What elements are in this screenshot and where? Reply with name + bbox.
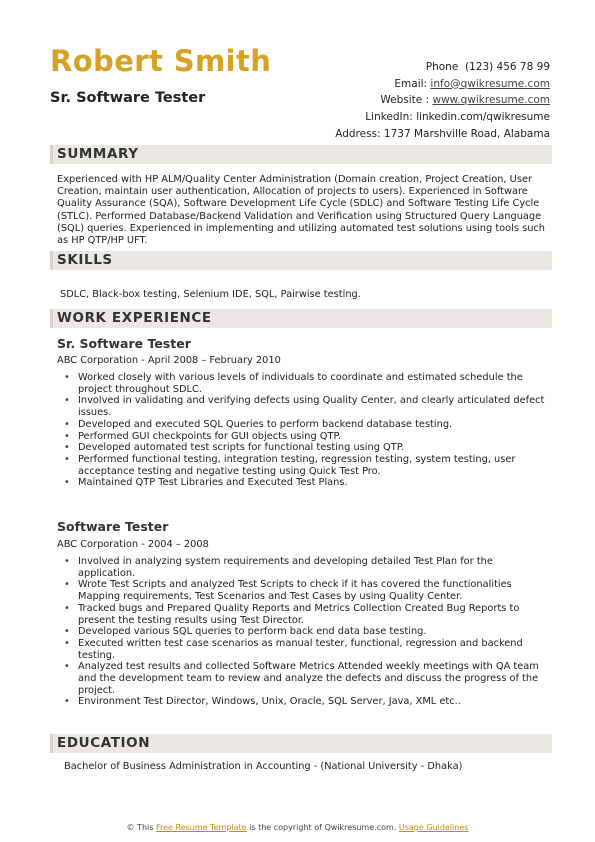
skills-section-header [50,251,552,270]
website-link[interactable]: www.qwikresume.com [432,94,550,107]
job-bullet: • Performed GUI checkpoints for GUI objects using QTP. [64,431,552,443]
job-meta: ABC Corporation - 2004 – 2008 [57,539,209,550]
footer-prefix: © This [126,823,154,832]
job-bullet: • Analyzed test results and collected Software Metrics Attended weekly meetings with QA team and the development team to review and analyze the defects and discuss the progress of the project. [64,661,552,696]
contact-phone [335,59,550,76]
education-text: Bachelor of Business Administration in Accounting - (National University - Dhaka) [64,761,463,772]
section-accent [50,734,53,753]
job-bullet: • Environment Test Director, Windows, Unix, Oracle, SQL Server, Java, XML etc.. [64,696,552,708]
job-bullets [64,556,552,708]
job-bullet: • Developed various SQL queries to perform back end data base testing. [64,626,552,638]
candidate-name: Robert Smith [50,44,272,78]
section-accent [50,145,53,164]
phone-value: (123) 456 78 99 [464,61,550,73]
job-title: Software Tester [57,519,169,534]
job-bullet: • Wrote Test Scripts and analyzed Test Scripts to check if it has covered the functionalities Mapping requirements, Test Scenarios and Test Cases by using Quality Center. [64,579,552,602]
job-bullet: • Involved in analyzing system requirements and developing detailed Test Plan for the application. [64,556,552,579]
contact-linkedin [335,109,550,126]
summary-text: Experienced with HP ALM/Quality Center Administration (Domain creation, Project Creation, User Creation, maintain user authentication, Allocation of projects to users). Experienced in Software Quality Assurance (SQA), Software Development Life Cycle (SDLC) and Software Testing Life Cycle (STLC). Performed Database/Backend Validation and Verification using Structured Query Language (SQL) queries. Experienced in implementing and utilizing automated test solutions using tools such as HP QTP/HP UFT. [57,174,546,247]
footer-middle: is the copyright of Qwikresume.com. [249,823,397,832]
linkedin-value: linkedin.com/qwikresume [416,111,550,124]
contact-email [335,76,550,93]
contact-block [335,59,550,142]
address-value: 1737 Marshville Road, Alabama [383,127,550,140]
section-accent [50,251,53,270]
experience-section-header [50,309,552,328]
candidate-title: Sr. Software Tester [50,90,206,106]
experience-heading: WORK EXPERIENCE [57,310,212,326]
job-bullet: • Involved in validating and verifying defects using Quality Center, and clearly articulated defect issues. [64,395,552,418]
job-bullet: • Worked closely with various levels of individuals to coordinate and estimated schedule the project throughout SDLC. [64,372,552,395]
website-label: Website : [380,94,430,107]
contact-website [335,92,550,109]
footer [0,823,595,832]
summary-heading: SUMMARY [57,146,139,162]
job-title: Sr. Software Tester [57,336,191,351]
job-meta: ABC Corporation - April 2008 – February 2010 [57,355,281,366]
job-bullet: • Developed automated test scripts for functional testing using QTP. [64,442,552,454]
email-link[interactable]: info@qwikresume.com [430,77,550,90]
skills-heading: SKILLS [57,252,113,268]
job-bullet: • Developed and executed SQL Queries to perform backend database testing. [64,419,552,431]
job-bullet: • Performed functional testing, integration testing, regression testing, system testing, user acceptance testing and negative testing using Quick Test Pro. [64,454,552,477]
email-label: Email: [394,77,428,90]
address-label: Address: [335,127,381,140]
education-heading: EDUCATION [57,735,151,751]
linkedin-label: LinkedIn: [365,111,413,124]
section-accent [50,309,53,328]
job-bullet: • Maintained QTP Test Libraries and Executed Test Plans. [64,477,552,489]
job-bullets [64,372,552,489]
skills-text: SDLC, Black-box testing, Selenium IDE, SQL, Pairwise testing. [60,289,361,300]
job-bullet: • Executed written test case scenarios as manual tester, functional, regression and backend testing. [64,638,552,661]
free-resume-template-link[interactable]: Free Resume Template [155,823,247,832]
job-bullet: • Tracked bugs and Prepared Quality Reports and Metrics Collection Created Bug Reports to present the testing results using Test Director. [64,603,552,626]
usage-guidelines-link[interactable]: Usage Guidelines [398,823,469,832]
education-section-header [50,734,552,753]
summary-section-header [50,145,552,164]
phone-label: Phone [425,61,459,73]
contact-address [335,126,550,143]
